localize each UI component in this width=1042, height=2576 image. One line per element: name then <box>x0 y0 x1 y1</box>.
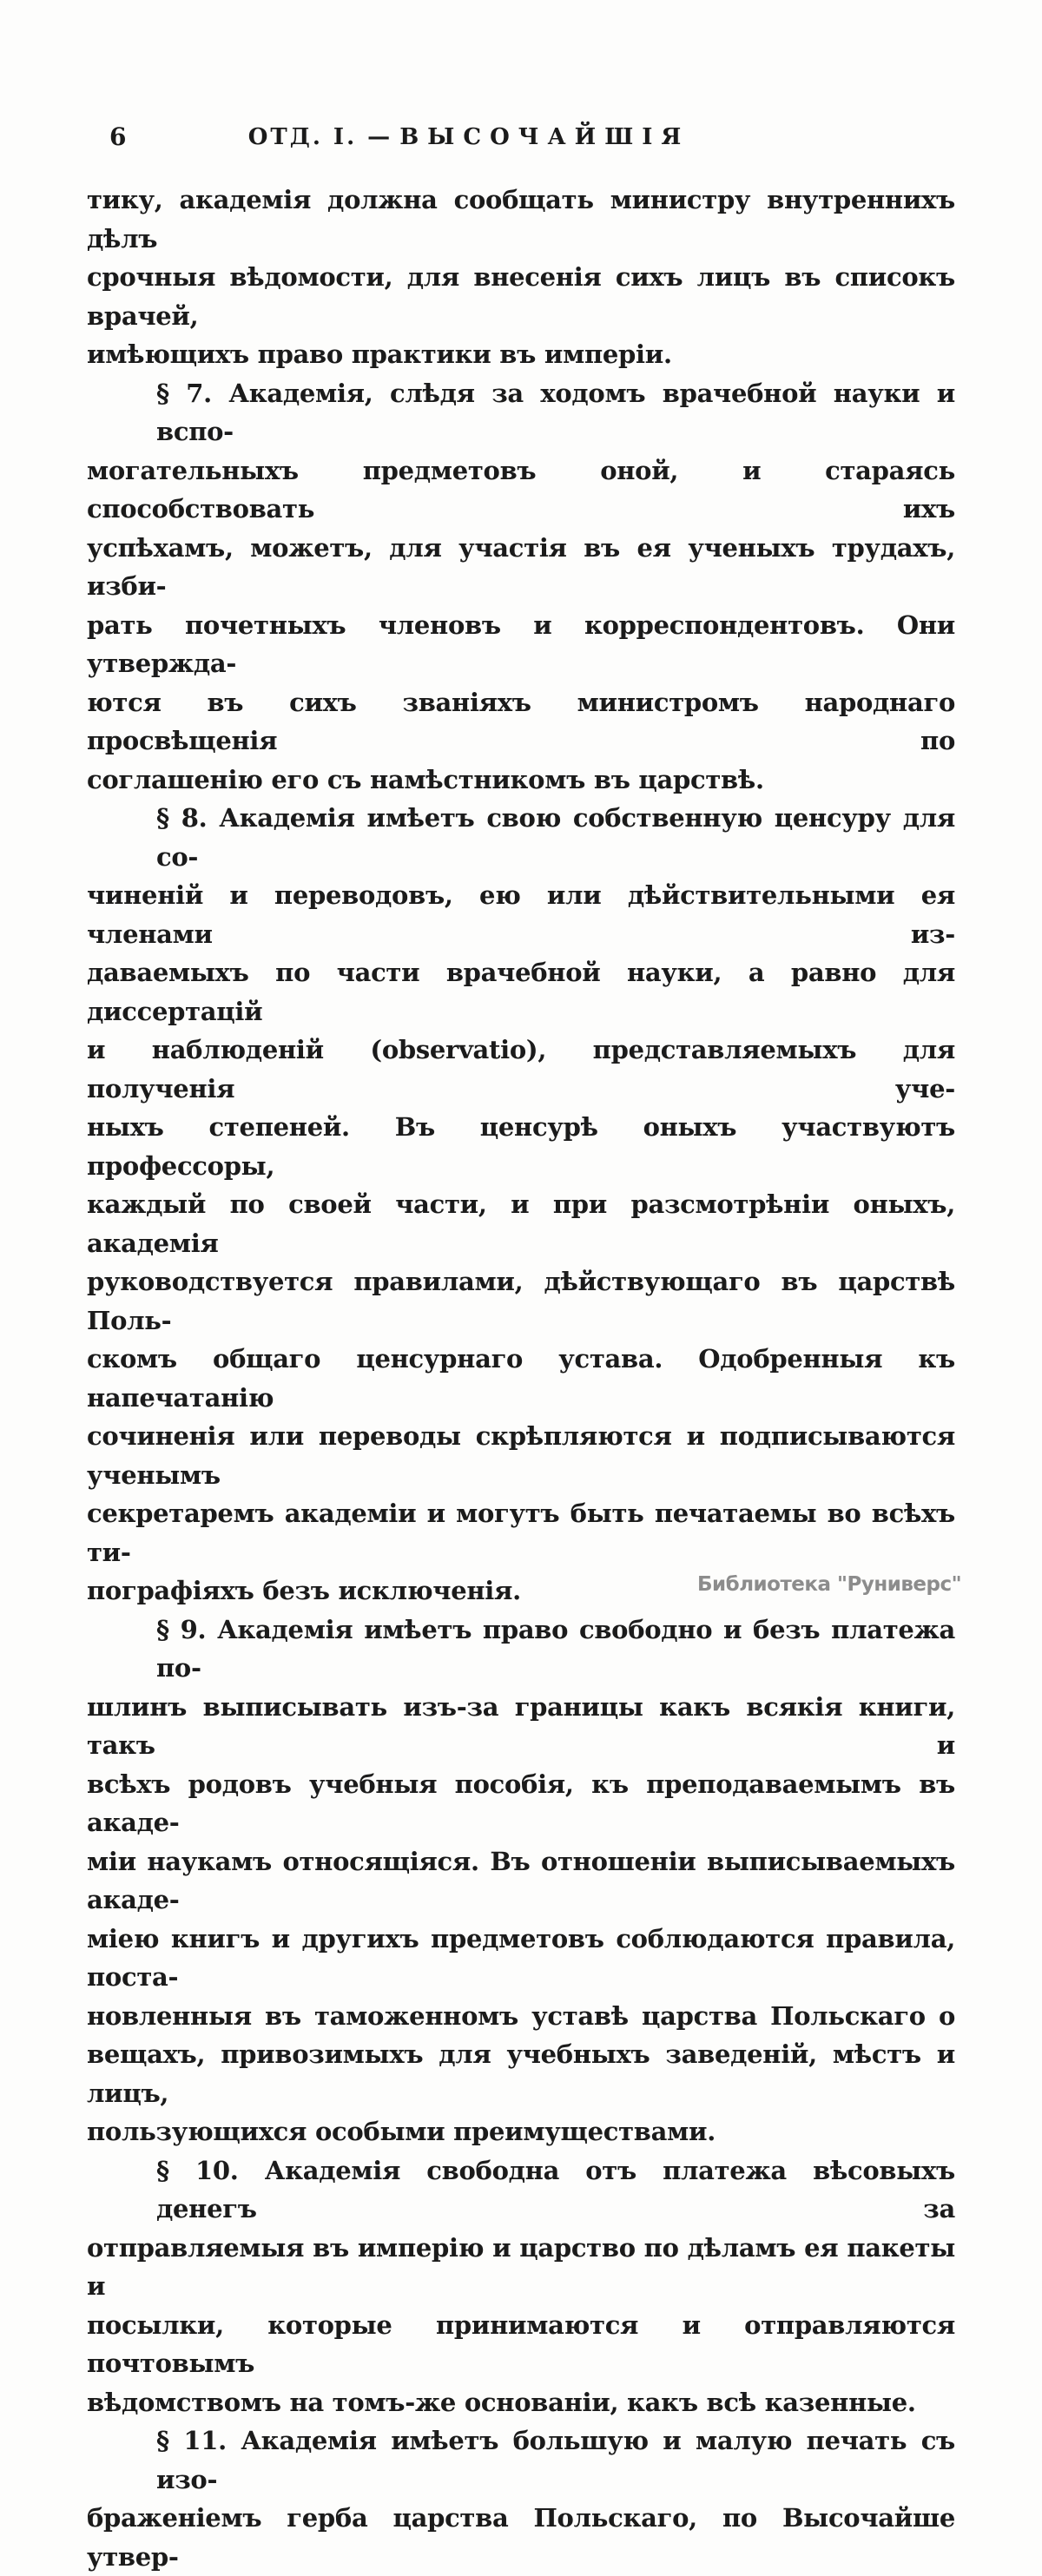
text-line: ются въ сихъ званіяхъ министромъ народнаго просвѣщенія по <box>87 687 955 755</box>
text-line: могательныхъ предметовъ оной, и стараясь способствовать ихъ <box>87 455 955 524</box>
text-line: чиненій и переводовъ, ею или дѣйствительными ея членами из- <box>87 880 955 949</box>
text-line: браженіемъ герба царства Польскаго, по Высочайше утвер- <box>87 2503 955 2572</box>
text-line: скомъ общаго ценсурнаго устава. Одобренныя къ напечатанію <box>87 1344 955 1413</box>
text-line: пографіяхъ безъ исключенія. <box>87 1576 521 1605</box>
text-line: ныхъ степеней. Въ ценсурѣ оныхъ участвуютъ профессоры, <box>87 1112 955 1181</box>
text-line: рать почетныхъ членовъ и корреспондентовъ. Они утвержда- <box>87 609 955 678</box>
text-line: § 11. Академія имѣетъ большую и малую печать съ изо- <box>156 2426 955 2494</box>
text-line: міи наукамъ относящіяся. Въ отношеніи выписываемыхъ акаде- <box>87 1846 955 1914</box>
text-line: и наблюденій (observatio), представляемыхъ для полученія уче- <box>87 1035 955 1104</box>
text-line: всѣхъ родовъ учебныя пособія, къ преподаваемымъ въ акаде- <box>87 1769 955 1837</box>
running-header-section: ОТД. I. — <box>247 124 393 150</box>
paragraph <box>87 374 955 800</box>
paragraph <box>87 2151 955 2422</box>
text-line: пользующихся особыми преимуществами. <box>87 2117 716 2146</box>
paragraph <box>87 1611 955 2151</box>
running-header-title: ВЫСОЧАЙШІЯ <box>399 124 690 150</box>
text-line: отправляемыя въ имперію и царство по дѣламъ ея пакеты и <box>87 2232 955 2301</box>
text-line: § 10. Академія свободна отъ платежа вѣсовыхъ денегъ за <box>156 2155 955 2224</box>
text-line: § 8. Академія имѣетъ свою собственную ценсуру для со- <box>156 803 955 872</box>
text-line: успѣхамъ, можетъ, для участія въ ея ученыхъ трудахъ, изби- <box>87 532 955 601</box>
text-line: имѣющихъ право практики въ имперіи. <box>87 339 672 369</box>
paragraph <box>87 799 955 1611</box>
page-number: 6 <box>109 122 127 151</box>
text-block <box>87 181 955 2576</box>
text-line: срочныя вѣдомости, для внесенія сихъ лицъ въ списокъ врачей, <box>87 262 955 331</box>
text-line: посылки, которые принимаются и отправляются почтовымъ <box>87 2309 955 2378</box>
text-line: § 9. Академія имѣетъ право свободно и безъ платежа по- <box>156 1614 955 1683</box>
text-line: § 7. Академія, слѣдя за ходомъ врачебной науки и вспо- <box>156 378 955 446</box>
watermark: Библиотека "Руниверс" <box>697 1573 962 1596</box>
text-line: соглашенію его съ намѣстникомъ въ царствѣ. <box>87 764 764 794</box>
text-line: міею книгъ и другихъ предметовъ соблюдаются правила, поста- <box>87 1923 955 1992</box>
running-header <box>35 124 903 150</box>
text-line: каждый по своей части, и при разсмотрѣніи оныхъ, академія <box>87 1189 955 1258</box>
text-line: тику, академія должна сообщать министру внутреннихъ дѣлъ <box>87 185 955 254</box>
text-line: шлинъ выписывать изъ-за границы какъ всякія книги, такъ и <box>87 1691 955 1760</box>
text-line: вѣдомствомъ на томъ-же основаніи, какъ всѣ казенные. <box>87 2387 916 2417</box>
text-line: руководствуется правилами, дѣйствующаго въ царствѣ Поль- <box>87 1267 955 1335</box>
text-line: секретаремъ академіи и могутъ быть печатаемы во всѣхъ ти- <box>87 1499 955 1567</box>
paragraph <box>87 2421 955 2576</box>
text-line: новленныя въ таможенномъ уставѣ царства Польскаго о <box>87 2000 955 2031</box>
paragraph <box>87 181 955 374</box>
text-line: даваемыхъ по части врачебной науки, а равно для диссертацій <box>87 958 955 1026</box>
text-line: сочиненія или переводы скрѣпляются и подписываются ученымъ <box>87 1421 955 1490</box>
text-line: вещахъ, привозимыхъ для учебныхъ заведеній, мѣстъ и лицъ, <box>87 2039 955 2108</box>
